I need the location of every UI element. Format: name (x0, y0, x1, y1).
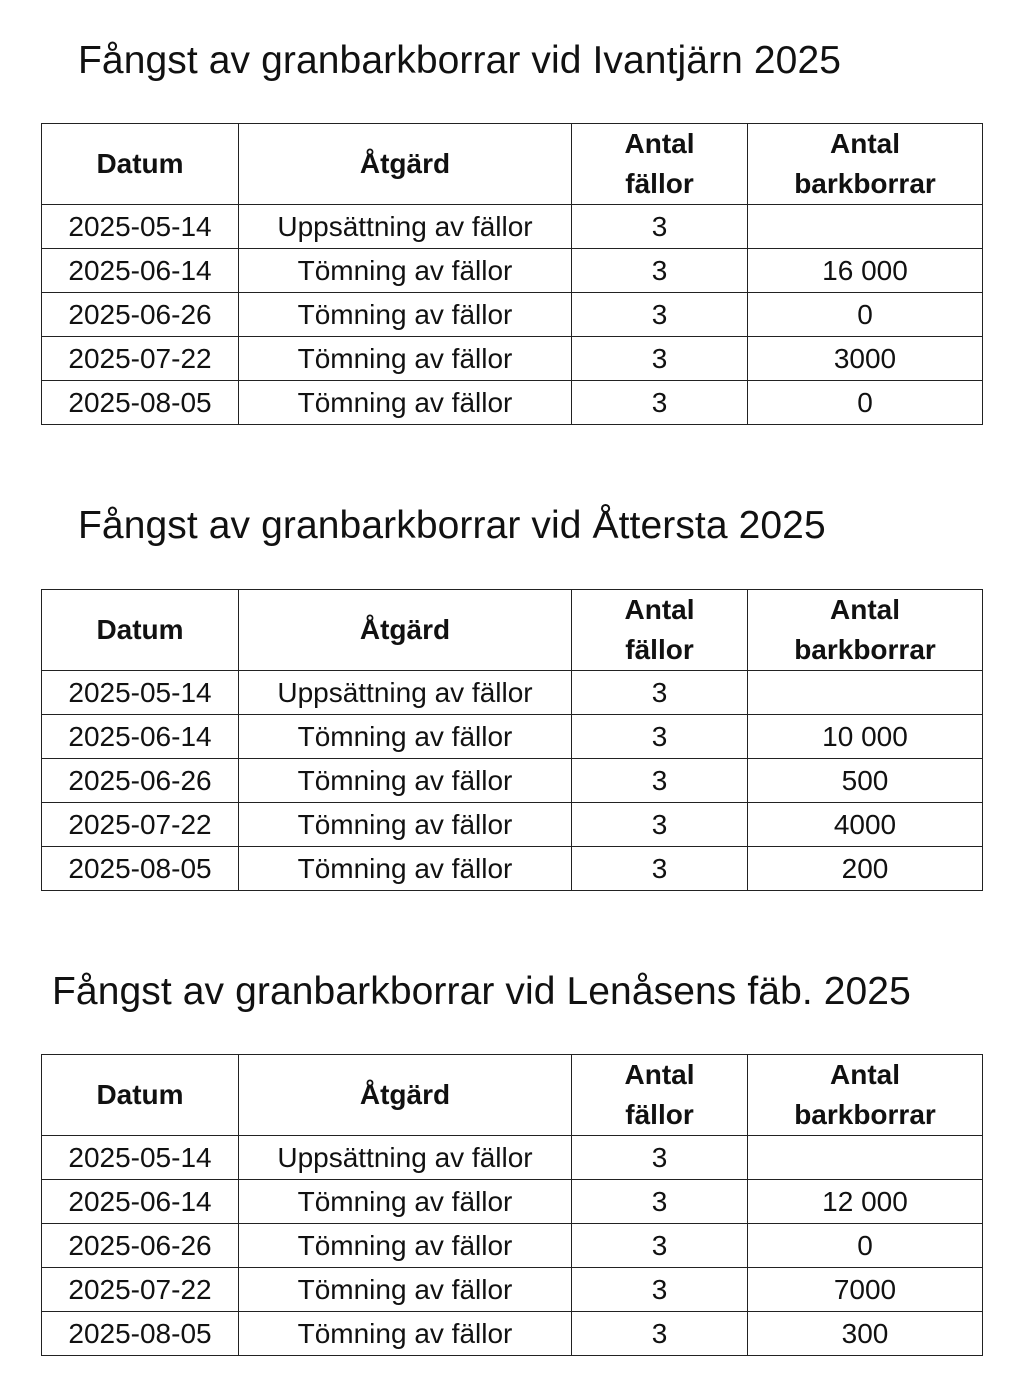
table-row (42, 205, 983, 249)
cell-beetles: 4000 (748, 803, 983, 847)
cell-traps: 3 (572, 671, 748, 715)
cell-action: Uppsättning av fällor (239, 205, 572, 249)
cell-date: 2025-06-14 (42, 715, 239, 759)
cell-traps: 3 (572, 1224, 748, 1268)
cell-action: Tömning av fällor (239, 293, 572, 337)
cell-beetles (748, 205, 983, 249)
cell-traps: 3 (572, 847, 748, 891)
cell-date: 2025-06-26 (42, 1224, 239, 1268)
catch-table-lenasens (41, 1054, 983, 1356)
cell-traps: 3 (572, 205, 748, 249)
cell-beetles: 500 (748, 759, 983, 803)
cell-action: Tömning av fällor (239, 1180, 572, 1224)
header-beetles-line1: Antal (830, 1059, 900, 1090)
section-title-lenasens: Fångst av granbarkborrar vid Lenåsens fäb. 2025 (52, 970, 911, 1013)
cell-traps: 3 (572, 1180, 748, 1224)
cell-action: Tömning av fällor (239, 1268, 572, 1312)
cell-action: Uppsättning av fällor (239, 671, 572, 715)
cell-traps: 3 (572, 381, 748, 425)
header-action: Åtgärd (239, 590, 572, 671)
cell-action: Tömning av fällor (239, 759, 572, 803)
table-row (42, 671, 983, 715)
table-row (42, 337, 983, 381)
cell-action: Tömning av fällor (239, 1312, 572, 1356)
catch-table-attersta (41, 589, 983, 891)
header-beetles-line2: barkborrar (794, 634, 936, 665)
cell-date: 2025-08-05 (42, 381, 239, 425)
cell-date: 2025-05-14 (42, 671, 239, 715)
table-row (42, 293, 983, 337)
table-row (42, 847, 983, 891)
header-traps-line2: fällor (625, 634, 694, 665)
table-row (42, 715, 983, 759)
table-row (42, 381, 983, 425)
cell-date: 2025-06-14 (42, 1180, 239, 1224)
cell-beetles: 3000 (748, 337, 983, 381)
table-row (42, 759, 983, 803)
cell-traps: 3 (572, 1136, 748, 1180)
cell-beetles: 0 (748, 293, 983, 337)
cell-action: Tömning av fällor (239, 249, 572, 293)
cell-date: 2025-07-22 (42, 1268, 239, 1312)
table-header-row (42, 1055, 983, 1136)
cell-action: Tömning av fällor (239, 1224, 572, 1268)
cell-traps: 3 (572, 1312, 748, 1356)
cell-date: 2025-07-22 (42, 337, 239, 381)
header-beetles-line2: barkborrar (794, 1099, 936, 1130)
header-traps-line2: fällor (625, 1099, 694, 1130)
table-row (42, 1312, 983, 1356)
table-row (42, 249, 983, 293)
table-row (42, 1180, 983, 1224)
cell-beetles (748, 1136, 983, 1180)
cell-traps: 3 (572, 715, 748, 759)
cell-traps: 3 (572, 803, 748, 847)
cell-beetles: 10 000 (748, 715, 983, 759)
header-traps-line1: Antal (624, 128, 695, 159)
cell-date: 2025-06-14 (42, 249, 239, 293)
cell-date: 2025-06-26 (42, 293, 239, 337)
cell-beetles (748, 671, 983, 715)
cell-traps: 3 (572, 337, 748, 381)
cell-action: Tömning av fällor (239, 715, 572, 759)
cell-date: 2025-05-14 (42, 205, 239, 249)
cell-beetles: 300 (748, 1312, 983, 1356)
header-traps (572, 1055, 748, 1136)
header-date: Datum (42, 590, 239, 671)
cell-beetles: 16 000 (748, 249, 983, 293)
cell-action: Tömning av fällor (239, 381, 572, 425)
header-traps (572, 590, 748, 671)
header-beetles (748, 1055, 983, 1136)
cell-beetles: 12 000 (748, 1180, 983, 1224)
header-traps-line1: Antal (624, 1059, 695, 1090)
cell-traps: 3 (572, 249, 748, 293)
cell-traps: 3 (572, 293, 748, 337)
header-action: Åtgärd (239, 1055, 572, 1136)
header-beetles (748, 124, 983, 205)
table-header-row (42, 124, 983, 205)
header-traps-line2: fällor (625, 168, 694, 199)
cell-action: Tömning av fällor (239, 847, 572, 891)
cell-beetles: 200 (748, 847, 983, 891)
cell-date: 2025-07-22 (42, 803, 239, 847)
header-action: Åtgärd (239, 124, 572, 205)
header-date: Datum (42, 124, 239, 205)
cell-beetles: 0 (748, 381, 983, 425)
cell-date: 2025-06-26 (42, 759, 239, 803)
table-row (42, 1136, 983, 1180)
cell-traps: 3 (572, 759, 748, 803)
cell-beetles: 0 (748, 1224, 983, 1268)
section-title-attersta: Fångst av granbarkborrar vid Åttersta 2025 (78, 504, 826, 547)
header-date: Datum (42, 1055, 239, 1136)
catch-table-ivantjarn (41, 123, 983, 425)
table-header-row (42, 590, 983, 671)
cell-action: Tömning av fällor (239, 803, 572, 847)
header-traps-line1: Antal (624, 594, 695, 625)
table-row (42, 1268, 983, 1312)
cell-date: 2025-05-14 (42, 1136, 239, 1180)
header-traps (572, 124, 748, 205)
table-row (42, 1224, 983, 1268)
table-row (42, 803, 983, 847)
header-beetles-line1: Antal (830, 128, 900, 159)
cell-date: 2025-08-05 (42, 1312, 239, 1356)
header-beetles-line2: barkborrar (794, 168, 936, 199)
cell-action: Tömning av fällor (239, 337, 572, 381)
header-beetles-line1: Antal (830, 594, 900, 625)
cell-action: Uppsättning av fällor (239, 1136, 572, 1180)
section-title-ivantjarn: Fångst av granbarkborrar vid Ivantjärn 2025 (78, 39, 842, 82)
header-beetles (748, 590, 983, 671)
cell-date: 2025-08-05 (42, 847, 239, 891)
cell-beetles: 7000 (748, 1268, 983, 1312)
cell-traps: 3 (572, 1268, 748, 1312)
